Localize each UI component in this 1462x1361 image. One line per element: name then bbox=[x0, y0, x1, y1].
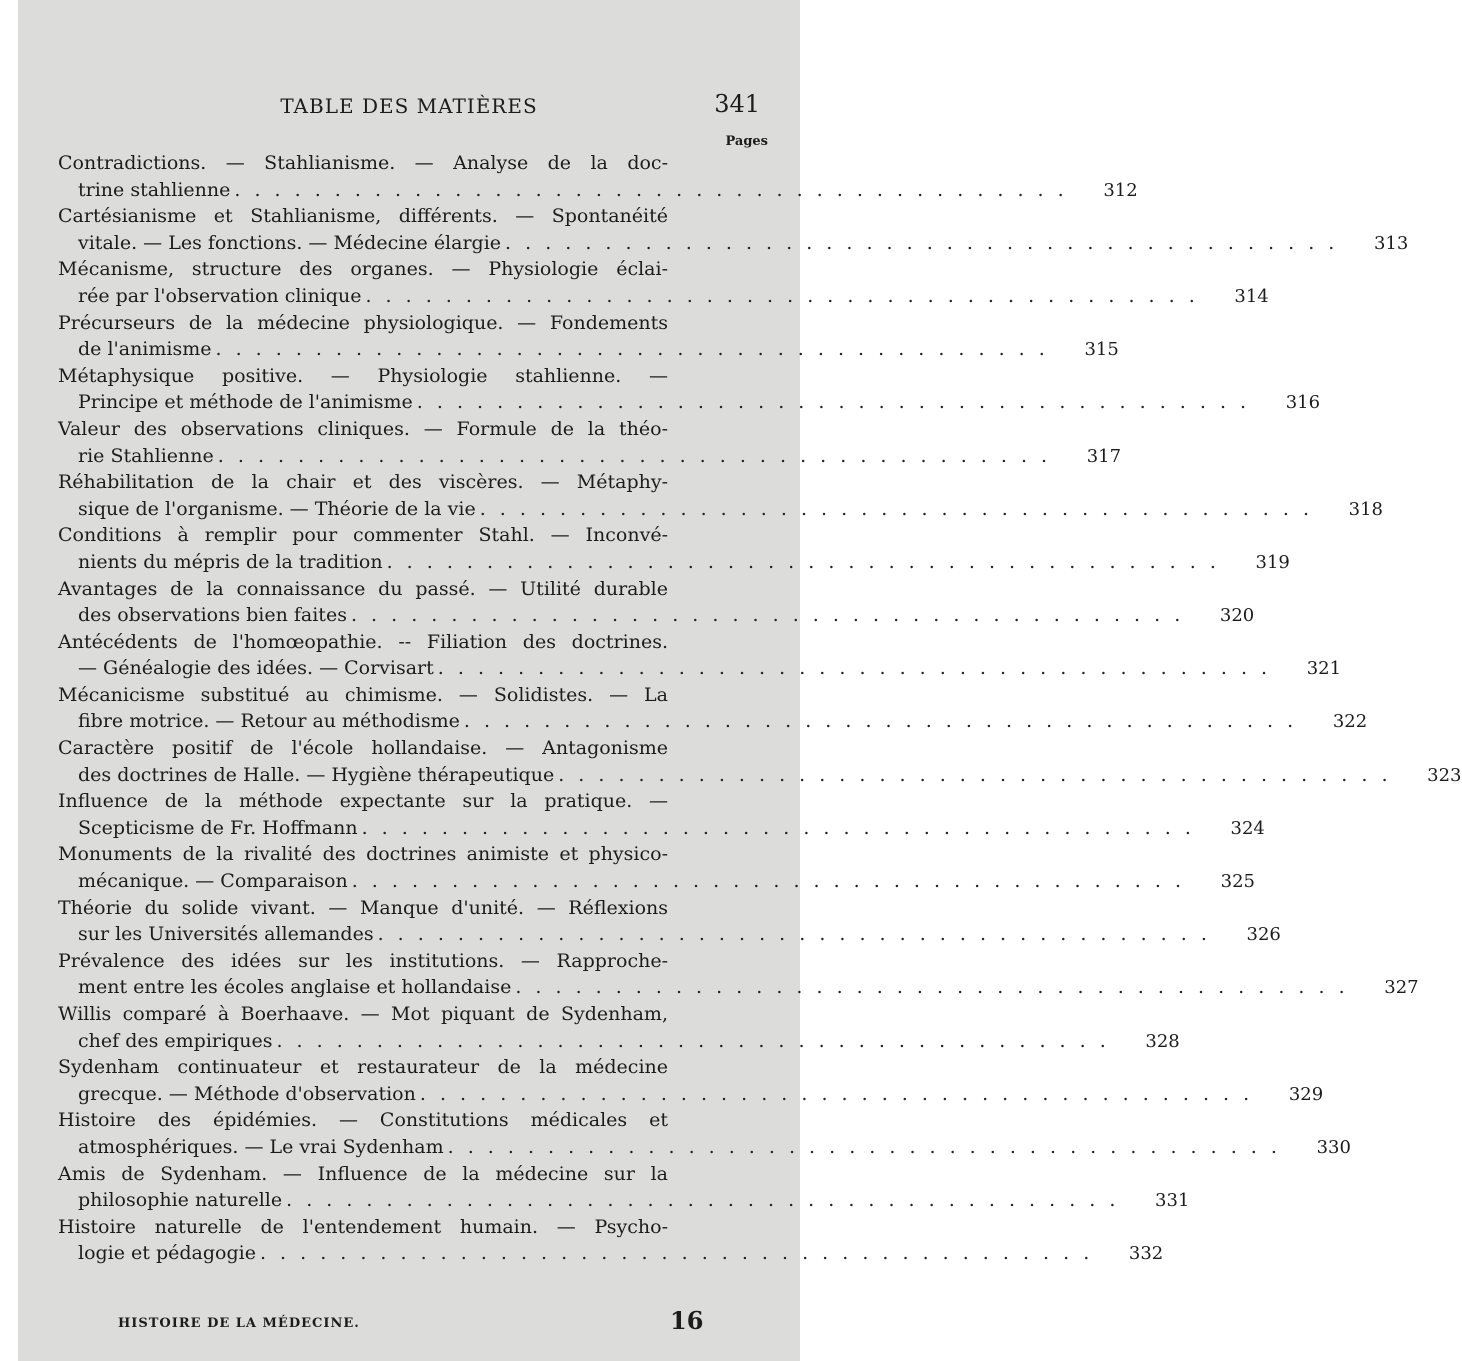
dot-leader: . . . . . . . . . . . . . . . . . . . . . . . . . . . . . . . . . . . . . . . . . . bbox=[419, 1082, 1254, 1105]
dot-leader: . . . . . . . . . . . . . . . . . . . . . . . . . . . . . . . . . . . . . . . . . . bbox=[350, 604, 1185, 627]
toc-entry-text: Caractère positif de l'école hollandaise. — Antagonisme bbox=[58, 737, 668, 760]
toc-entry-text: Sydenham continuateur et restaurateur de la médecine bbox=[58, 1056, 668, 1079]
toc-entry bbox=[58, 1161, 1190, 1214]
toc-entry-text: — Généalogie des idées. — Corvisart bbox=[78, 657, 434, 680]
dot-leader: . . . . . . . . . . . . . . . . . . . . . . . . . . . . . . . . . . . . . . . . . . bbox=[558, 763, 1392, 786]
toc-entry-text: fibre motrice. — Retour au méthodisme bbox=[78, 710, 460, 733]
toc-entry-text: Théorie du solide vivant. — Manque d'unité. — Réflexions bbox=[58, 896, 668, 919]
toc-entry-text: Réhabilitation de la chair et des viscères. — Métaphy- bbox=[58, 471, 668, 494]
toc-entry-text: Principe et méthode de l'animisme bbox=[78, 391, 413, 414]
toc-entry-text: Cartésianisme et Stahlianisme, différents. — Spontanéité bbox=[58, 205, 668, 228]
toc-entry-page: 314 bbox=[1234, 285, 1269, 307]
toc-entry-page: 328 bbox=[1145, 1030, 1180, 1052]
dot-leader: . . . . . . . . . . . . . . . . . . . . . . . . . . . . . . . . . . . . . . . . . . bbox=[386, 550, 1220, 573]
pages-column-label: Pages bbox=[725, 134, 768, 149]
toc-entry bbox=[58, 895, 1281, 948]
toc-entry-page: 322 bbox=[1332, 711, 1368, 733]
toc-entry-page: 325 bbox=[1220, 871, 1255, 893]
toc-entry bbox=[58, 788, 1265, 841]
toc-entry-text: des observations bien faites bbox=[78, 604, 347, 627]
toc-entry-text: grecque. — Méthode d'observation bbox=[78, 1082, 416, 1105]
toc-entry-text: philosophie naturelle bbox=[78, 1189, 283, 1212]
toc-entry-text: de l'animisme bbox=[78, 338, 212, 361]
toc-entry-text: trine stahlienne bbox=[78, 178, 231, 201]
toc-entry-text: Histoire des épidémies. — Constitutions médicales et bbox=[58, 1109, 668, 1132]
toc-entry-text: Amis de Sydenham. — Influence de la médecine sur la bbox=[58, 1162, 668, 1185]
dot-leader: . . . . . . . . . . . . . . . . . . . . . . . . . . . . . . . . . . . . . . . . . . bbox=[515, 976, 1349, 999]
toc-entry-text: sur les Universités allemandes bbox=[78, 923, 374, 946]
toc-entry bbox=[58, 1054, 1324, 1107]
toc-entry-text: Prévalence des idées sur les institutions. — Rapproche- bbox=[58, 949, 668, 972]
toc-entry bbox=[58, 363, 1321, 416]
toc-entry-page: 329 bbox=[1288, 1083, 1324, 1105]
toc-entry-text: Scepticisme de Fr. Hoffmann bbox=[78, 816, 358, 839]
toc-entry bbox=[58, 310, 1119, 363]
toc-entry-page: 321 bbox=[1306, 658, 1342, 680]
dot-leader: . . . . . . . . . . . . . . . . . . . . . . . . . . . . . . . . . . . . . . . . . . bbox=[447, 1135, 1281, 1158]
toc-entry-page: 323 bbox=[1427, 764, 1462, 786]
toc-entry bbox=[58, 150, 1138, 203]
toc-entry-text: rie Stahlienne bbox=[78, 444, 214, 467]
toc-entry bbox=[58, 735, 1462, 788]
signature-line: HISTOIRE DE LA MÉDECINE. bbox=[118, 1316, 360, 1331]
toc-entry-text: Conditions à remplir pour commenter Stahl. — Inconvé- bbox=[58, 524, 668, 547]
toc-entry-page: 324 bbox=[1230, 817, 1265, 839]
toc-entry-page: 330 bbox=[1316, 1136, 1351, 1158]
table-of-contents bbox=[58, 150, 1462, 1267]
toc-entry-text: vitale. — Les fonctions. — Médecine élargie bbox=[78, 231, 502, 254]
toc-entry-text: Métaphysique positive. — Physiologie stahlienne. — bbox=[58, 364, 668, 387]
dot-leader: . . . . . . . . . . . . . . . . . . . . . . . . . . . . . . . . . . . . . . . . . . bbox=[416, 391, 1251, 414]
toc-entry-page: 320 bbox=[1219, 605, 1255, 627]
toc-entry-page: 319 bbox=[1255, 551, 1290, 573]
toc-entry-text: des doctrines de Halle. — Hygiène thérapeutique bbox=[78, 763, 555, 786]
toc-entry-text: rée par l'observation clinique bbox=[78, 284, 362, 307]
toc-entry bbox=[58, 522, 1290, 575]
toc-entry-page: 317 bbox=[1086, 445, 1122, 467]
toc-entry-text: Mécanicisme substitué au chimisme. — Solidistes. — La bbox=[58, 683, 668, 706]
toc-entry-text: atmosphériques. — Le vrai Sydenham bbox=[78, 1135, 444, 1158]
toc-entry-text: Mécanisme, structure des organes. — Physiologie éclai- bbox=[58, 258, 668, 281]
dot-leader: . . . . . . . . . . . . . . . . . . . . . . . . . . . . . . . . . . . . . . . . . . bbox=[286, 1189, 1120, 1212]
toc-entry-page: 327 bbox=[1384, 977, 1419, 999]
dot-leader: . . . . . . . . . . . . . . . . . . . . . . . . . . . . . . . . . . . . . . . . . . bbox=[217, 444, 1052, 467]
toc-entry-text: sique de l'organisme. — Théorie de la vie bbox=[78, 497, 476, 520]
toc-entry bbox=[58, 576, 1255, 629]
dot-leader: . . . . . . . . . . . . . . . . . . . . . . . . . . . . . . . . . . . . . . . . . . bbox=[463, 710, 1298, 733]
toc-entry-page: 332 bbox=[1128, 1243, 1164, 1265]
dot-leader: . . . . . . . . . . . . . . . . . . . . . . . . . . . . . . . . . . . . . . . . . . bbox=[361, 816, 1195, 839]
toc-entry-text: logie et pédagogie bbox=[78, 1242, 256, 1265]
toc-entry-text: Antécédents de l'homœopathie. -- Filiation des doctrines. bbox=[58, 630, 668, 653]
toc-entry-text: mécanique. — Comparaison bbox=[78, 870, 348, 893]
dot-leader: . . . . . . . . . . . . . . . . . . . . . . . . . . . . . . . . . . . . . . . . . . bbox=[377, 923, 1211, 946]
toc-entry-text: Willis comparé à Boerhaave. — Mot piquant de Sydenham, bbox=[58, 1003, 668, 1025]
toc-entry-text: Influence de la méthode expectante sur la pratique. — bbox=[58, 790, 668, 813]
toc-entry bbox=[58, 256, 1269, 309]
dot-leader: . . . . . . . . . . . . . . . . . . . . . . . . . . . . . . . . . . . . . . . . . . bbox=[276, 1029, 1110, 1052]
toc-entry bbox=[58, 1107, 1351, 1160]
toc-entry-page: 316 bbox=[1285, 392, 1321, 414]
toc-entry-text: Valeur des observations cliniques. — Formule de la théo- bbox=[58, 417, 668, 440]
toc-entry bbox=[58, 1214, 1164, 1267]
toc-entry bbox=[58, 203, 1409, 256]
dot-leader: . . . . . . . . . . . . . . . . . . . . . . . . . . . . . . . . . . . . . . . . . . bbox=[259, 1242, 1094, 1265]
toc-entry bbox=[58, 682, 1368, 735]
page-number: 341 bbox=[714, 90, 760, 118]
toc-entry bbox=[58, 629, 1342, 682]
toc-entry-text: chef des empiriques bbox=[78, 1029, 273, 1052]
toc-entry bbox=[58, 1001, 1180, 1054]
toc-entry-page: 326 bbox=[1246, 924, 1281, 946]
book-page bbox=[18, 0, 1462, 1361]
toc-entry-text: ment entre les écoles anglaise et hollandaise bbox=[78, 976, 512, 999]
toc-entry bbox=[58, 841, 1255, 894]
toc-entry-text: Contradictions. — Stahlianisme. — Analyse de la doc- bbox=[58, 152, 668, 174]
toc-entry bbox=[58, 416, 1122, 469]
sheet-number: 16 bbox=[670, 1306, 704, 1335]
toc-entry-page: 318 bbox=[1348, 498, 1383, 520]
toc-entry-text: Précurseurs de la médecine physiologique. — Fondements bbox=[58, 311, 668, 334]
toc-entry-page: 331 bbox=[1155, 1190, 1190, 1212]
dot-leader: . . . . . . . . . . . . . . . . . . . . . . . . . . . . . . . . . . . . . . . . . . bbox=[234, 178, 1068, 201]
toc-entry-text: nients du mépris de la tradition bbox=[78, 550, 383, 573]
toc-entry-page: 315 bbox=[1084, 339, 1119, 361]
dot-leader: . . . . . . . . . . . . . . . . . . . . . . . . . . . . . . . . . . . . . . . . . . bbox=[365, 284, 1199, 307]
toc-entry-text: Histoire naturelle de l'entendement humain. — Psycho- bbox=[58, 1215, 668, 1238]
dot-leader: . . . . . . . . . . . . . . . . . . . . . . . . . . . . . . . . . . . . . . . . . . bbox=[437, 657, 1272, 680]
toc-entry-page: 313 bbox=[1373, 232, 1409, 254]
dot-leader: . . . . . . . . . . . . . . . . . . . . . . . . . . . . . . . . . . . . . . . . . . bbox=[479, 497, 1313, 520]
page-title: TABLE DES MATIÈRES bbox=[280, 94, 538, 118]
toc-entry-text: Avantages de la connaissance du passé. — Utilité durable bbox=[58, 577, 668, 600]
dot-leader: . . . . . . . . . . . . . . . . . . . . . . . . . . . . . . . . . . . . . . . . . . bbox=[215, 338, 1049, 361]
toc-entry bbox=[58, 469, 1383, 522]
toc-entry-page: 312 bbox=[1103, 179, 1138, 201]
dot-leader: . . . . . . . . . . . . . . . . . . . . . . . . . . . . . . . . . . . . . . . . . . bbox=[505, 231, 1339, 254]
dot-leader: . . . . . . . . . . . . . . . . . . . . . . . . . . . . . . . . . . . . . . . . . . bbox=[351, 870, 1185, 893]
toc-entry-text: Monuments de la rivalité des doctrines animiste et physico- bbox=[58, 843, 668, 866]
toc-entry bbox=[58, 948, 1419, 1001]
